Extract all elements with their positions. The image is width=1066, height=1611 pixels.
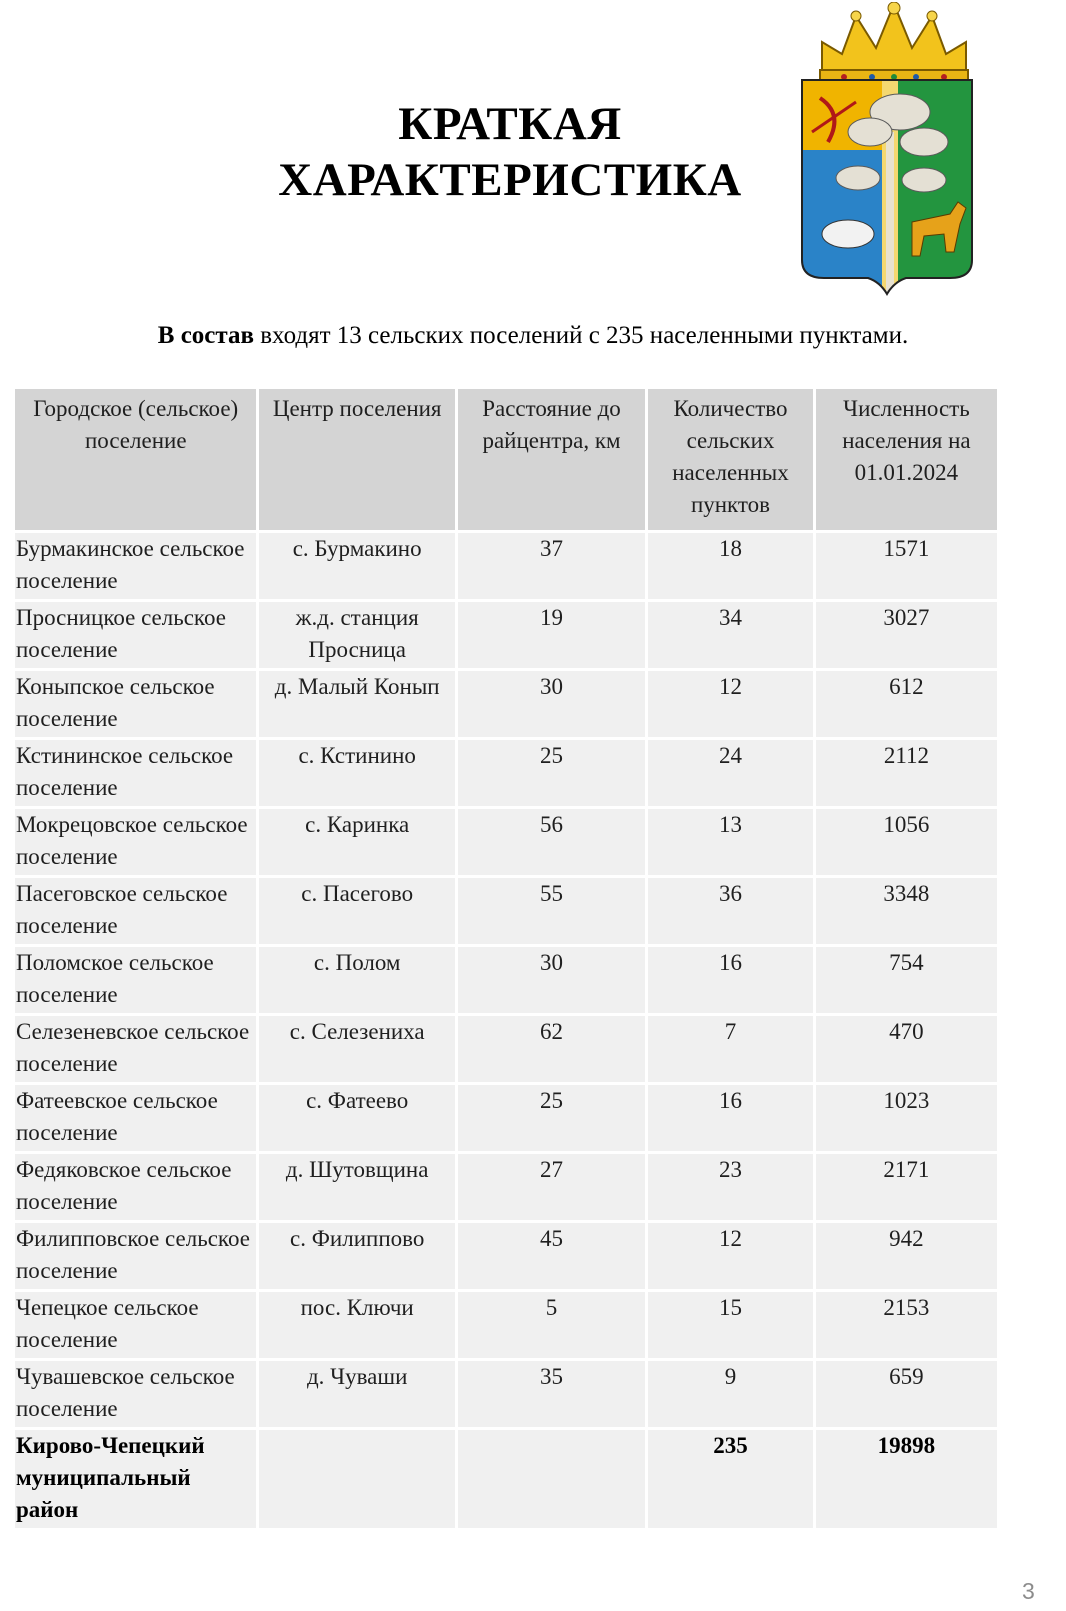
table-row [15, 602, 997, 668]
table-total-row [15, 1430, 997, 1528]
cell-center: д. Малый Конып [259, 671, 454, 737]
cell-population: 942 [816, 1223, 997, 1289]
cell-population: 2153 [816, 1292, 997, 1358]
cell-villages-count: 24 [648, 740, 813, 806]
cell-population: 470 [816, 1016, 997, 1082]
title-line-1: КРАТКАЯ [398, 98, 622, 150]
cell-population: 3027 [816, 602, 997, 668]
cell-center: д. Чуваши [259, 1361, 454, 1427]
subtitle-bold: В состав [157, 322, 254, 349]
table-row [15, 740, 997, 806]
cell-center: д. Шутовщина [259, 1154, 454, 1220]
cell-villages-count: 23 [648, 1154, 813, 1220]
cell-villages-count: 18 [648, 533, 813, 599]
cell-settlement: Кстининское сельское поселение [15, 740, 256, 806]
cell-center: пос. Ключи [259, 1292, 454, 1358]
table-header-row [15, 389, 997, 530]
cell-distance: 25 [458, 1085, 645, 1151]
header-distance: Расстояние до райцентра, км [458, 389, 645, 530]
cell-population: 19898 [816, 1430, 997, 1528]
cell-settlement: Чепецкое сельское поселение [15, 1292, 256, 1358]
cell-distance: 37 [458, 533, 645, 599]
cell-settlement: Чувашевское сельское поселение [15, 1361, 256, 1427]
table-row [15, 809, 997, 875]
table-row [15, 1154, 997, 1220]
cell-distance: 55 [458, 878, 645, 944]
district-coat-of-arms-icon [800, 2, 988, 302]
table-row [15, 1085, 997, 1151]
cell-distance [458, 1430, 645, 1528]
cell-distance: 25 [458, 740, 645, 806]
cell-villages-count: 13 [648, 809, 813, 875]
cell-population: 3348 [816, 878, 997, 944]
table-row [15, 1223, 997, 1289]
cell-population: 2112 [816, 740, 997, 806]
cell-distance: 56 [458, 809, 645, 875]
cell-settlement: Просницкое сельское поселение [15, 602, 256, 668]
cell-distance: 30 [458, 671, 645, 737]
header-settlement: Городское (сельское) поселение [15, 389, 256, 530]
cell-center: с. Кстинино [259, 740, 454, 806]
cell-villages-count: 16 [648, 947, 813, 1013]
table-row [15, 1016, 997, 1082]
cell-settlement: Федяковское сельское поселение [15, 1154, 256, 1220]
table-row [15, 878, 997, 944]
title-line-2: ХАРАКТЕРИСТИКА [278, 154, 742, 206]
cell-distance: 27 [458, 1154, 645, 1220]
cell-villages-count: 34 [648, 602, 813, 668]
cell-population: 1056 [816, 809, 997, 875]
cell-center: ж.д. станция Просница [259, 602, 454, 668]
subtitle [0, 322, 1066, 350]
cell-villages-count: 12 [648, 671, 813, 737]
cell-distance: 35 [458, 1361, 645, 1427]
cell-settlement: Филипповское сельское поселение [15, 1223, 256, 1289]
cell-population: 754 [816, 947, 997, 1013]
cell-distance: 62 [458, 1016, 645, 1082]
cell-settlement: Пасеговское сельское поселение [15, 878, 256, 944]
cell-center: с. Фатеево [259, 1085, 454, 1151]
cell-center [259, 1430, 454, 1528]
cell-distance: 30 [458, 947, 645, 1013]
cell-settlement: Кирово-Чепецкий муниципальный район [15, 1430, 256, 1528]
cell-settlement: Коныпское сельское поселение [15, 671, 256, 737]
cell-villages-count: 16 [648, 1085, 813, 1151]
cell-center: с. Каринка [259, 809, 454, 875]
cell-villages-count: 7 [648, 1016, 813, 1082]
table-row [15, 671, 997, 737]
table-row [15, 1292, 997, 1358]
cell-population: 612 [816, 671, 997, 737]
cell-settlement: Бурмакинское сельское поселение [15, 533, 256, 599]
cell-villages-count: 12 [648, 1223, 813, 1289]
cell-population: 659 [816, 1361, 997, 1427]
cell-center: с. Пасегово [259, 878, 454, 944]
table-row [15, 533, 997, 599]
cell-center: с. Филиппово [259, 1223, 454, 1289]
cell-villages-count: 9 [648, 1361, 813, 1427]
cell-population: 2171 [816, 1154, 997, 1220]
header-population: Численность населения на 01.01.2024 [816, 389, 997, 530]
cell-distance: 19 [458, 602, 645, 668]
cell-settlement: Фатеевское сельское поселение [15, 1085, 256, 1151]
table-row [15, 1361, 997, 1427]
subtitle-text: входят 13 сельских поселений с 235 населенными пунктами. [253, 322, 909, 349]
cell-population: 1571 [816, 533, 997, 599]
header-center: Центр поселения [259, 389, 454, 530]
page-title [200, 96, 820, 208]
header-villages-count: Количество сельских населенных пунктов [648, 389, 813, 530]
cell-distance: 5 [458, 1292, 645, 1358]
cell-villages-count: 15 [648, 1292, 813, 1358]
page-number: 3 [1022, 1578, 1035, 1604]
cell-population: 1023 [816, 1085, 997, 1151]
table-row [15, 947, 997, 1013]
cell-settlement: Селезеневское сельское поселение [15, 1016, 256, 1082]
cell-center: с. Полом [259, 947, 454, 1013]
cell-center: с. Селезениха [259, 1016, 454, 1082]
cell-villages-count: 36 [648, 878, 813, 944]
crown-icon [820, 2, 968, 84]
cell-settlement: Поломское сельское поселение [15, 947, 256, 1013]
settlements-table [12, 386, 1000, 1531]
cell-distance: 45 [458, 1223, 645, 1289]
cell-settlement: Мокрецовское сельское поселение [15, 809, 256, 875]
cell-center: с. Бурмакино [259, 533, 454, 599]
cell-villages-count: 235 [648, 1430, 813, 1528]
